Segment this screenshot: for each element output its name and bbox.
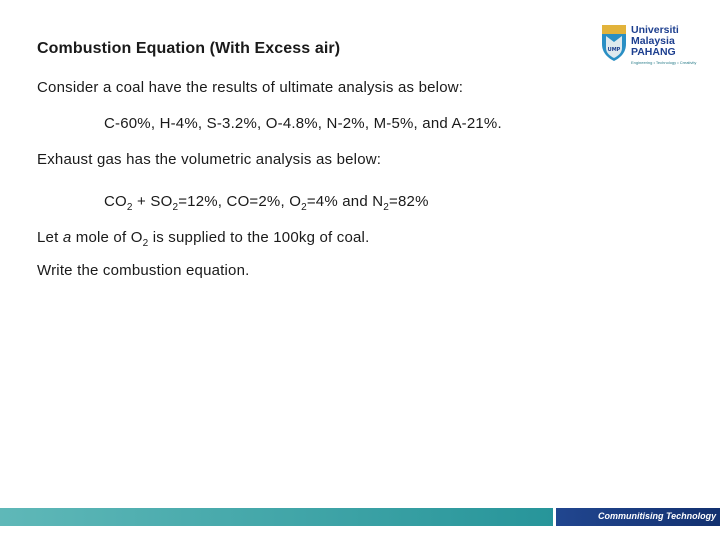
task-text: Write the combustion equation. — [37, 262, 250, 279]
footer-bar — [0, 508, 720, 526]
supply-part: Let — [37, 229, 63, 246]
logo-line-1: Universiti — [631, 24, 679, 36]
university-logo — [600, 22, 697, 68]
subscript: 2 — [301, 202, 307, 213]
footer-blue-band — [556, 508, 720, 526]
exhaust-part: =82% — [389, 193, 429, 210]
variable-a: a — [62, 229, 72, 246]
exhaust-part: =12%, CO=2%, O — [178, 193, 302, 210]
exhaust-part: CO — [104, 193, 127, 210]
slide-title: Combustion Equation (With Excess air) — [37, 40, 341, 57]
exhaust-analysis — [104, 192, 429, 212]
logo-line-2: Malaysia — [631, 35, 675, 47]
supply-part: is supplied to the 100kg of coal. — [148, 229, 370, 246]
shield-text: UMP — [607, 47, 621, 53]
intro-text: Consider a coal have the results of ultimate analysis as below: — [37, 79, 464, 96]
subscript: 2 — [142, 238, 149, 249]
supply-part: mole of O — [71, 229, 143, 246]
exhaust-part: =4% and N — [306, 193, 384, 210]
supply-statement — [37, 228, 369, 248]
logo-tagline: Engineering • Technology • Creativity — [631, 60, 697, 65]
logo-line-3: PAHANG — [631, 46, 676, 58]
subscript: 2 — [172, 202, 179, 213]
exhaust-part: + SO — [132, 193, 173, 210]
subscript: 2 — [126, 202, 133, 213]
subscript: 2 — [383, 202, 390, 213]
footer-slogan: Communitising Technology — [598, 511, 717, 521]
shield-icon — [600, 22, 628, 62]
exhaust-intro: Exhaust gas has the volumetric analysis as below: — [37, 151, 382, 168]
ultimate-analysis: C-60%, H-4%, S-3.2%, O-4.8%, N-2%, M-5%, and A-21%. — [104, 115, 502, 132]
footer-teal-band — [0, 508, 553, 526]
